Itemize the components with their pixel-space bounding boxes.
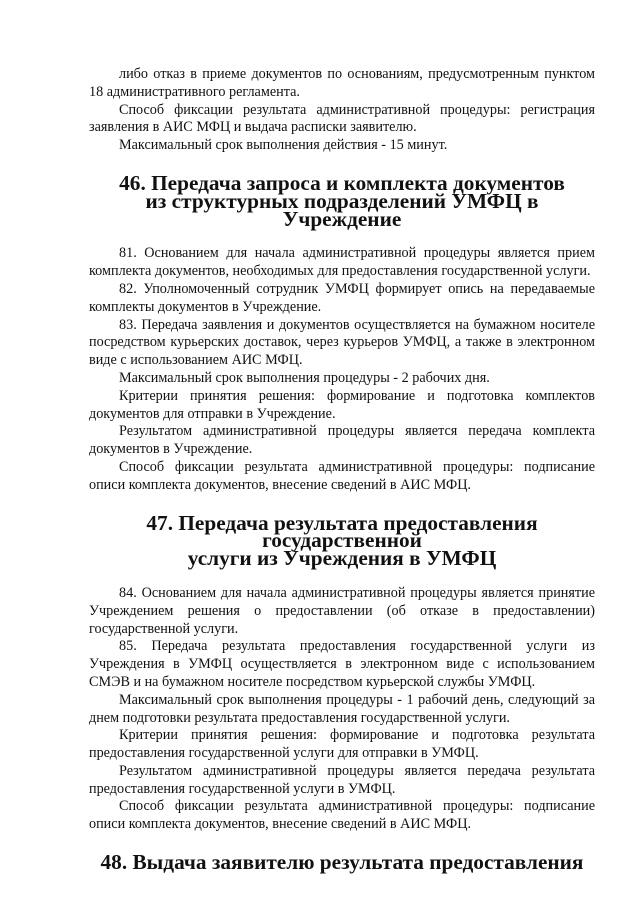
paragraph: 82. Уполномоченный сотрудник УМФЦ формирует опись на передаваемые комплекты документов в Учреждение. bbox=[89, 280, 595, 315]
paragraph: Способ фиксации результата административной процедуры: подписание описи комплекта документов, внесение сведений в АИС МФЦ. bbox=[89, 798, 595, 833]
paragraph: Результатом административной процедуры является передача результата предоставления государственной услуги в УМФЦ. bbox=[89, 762, 595, 797]
paragraph: Максимальный срок выполнения процедуры - 1 рабочий день, следующий за днем подготовки результата предоставления государственной услуги. bbox=[89, 691, 595, 726]
paragraph: 81. Основанием для начала административной процедуры является прием комплекта документов, необходимых для предоставления государственной услуги. bbox=[89, 245, 595, 280]
heading-line: из структурных подразделений УМФЦ в Учреждение bbox=[145, 188, 539, 231]
paragraph: 83. Передача заявления и документов осуществляется на бумажном носителе посредством курьерских доставок, через курьеров УМФЦ, а также в электронном виде с использованием АИС МФЦ. bbox=[89, 316, 595, 369]
paragraph: Критерии принятия решения: формирование и подготовка комплектов документов для отправки в Учреждение. bbox=[89, 387, 595, 422]
heading-line: 48. Выдача заявителю результата предоставления bbox=[100, 850, 584, 875]
paragraph: 85. Передача результата предоставления государственной услуги из Учреждения в УМФЦ осуществляется в электронном виде с использованием СМЭВ и на бумажном носителе посредством курьерской службы УМФЦ. bbox=[89, 638, 595, 690]
document-page bbox=[89, 66, 595, 875]
paragraph: Максимальный срок выполнения действия - 15 минут. bbox=[119, 137, 448, 154]
paragraph: Способ фиксации результата административной процедуры: регистрация заявления в АИС МФЦ и выдача расписки заявителю. bbox=[89, 101, 595, 136]
section-48 bbox=[89, 850, 595, 875]
paragraph: Способ фиксации результата административной процедуры: подписание описи комплекта документов, внесение сведений в АИС МФЦ. bbox=[89, 458, 595, 493]
section-heading bbox=[89, 510, 595, 571]
heading-line: услуги из Учреждения в УМФЦ bbox=[187, 546, 497, 571]
paragraph: либо отказ в приеме документов по основаниям, предусмотренным пунктом 18 административного регламента. bbox=[89, 66, 595, 100]
heading-line: 47. Передача результата предоставления государственной bbox=[146, 510, 538, 553]
section-46 bbox=[89, 170, 595, 495]
paragraph: 84. Основанием для начала административной процедуры является принятие Учреждением решения о предоставлении (об отказе в предоставлении) государственной услуги. bbox=[89, 584, 595, 637]
paragraph: Результатом административной процедуры является передача комплекта документов в Учреждение. bbox=[89, 423, 595, 458]
section-continuation bbox=[89, 66, 595, 155]
section-heading bbox=[89, 850, 595, 875]
paragraph: Критерии принятия решения: формирование и подготовка результата предоставления государственной услуги для отправки в УМФЦ. bbox=[89, 727, 595, 762]
paragraph: Максимальный срок выполнения процедуры - 2 рабочих дня. bbox=[119, 369, 490, 386]
section-47 bbox=[89, 510, 595, 835]
heading-line: 46. Передача запроса и комплекта документов bbox=[119, 170, 565, 195]
section-heading bbox=[89, 170, 595, 231]
